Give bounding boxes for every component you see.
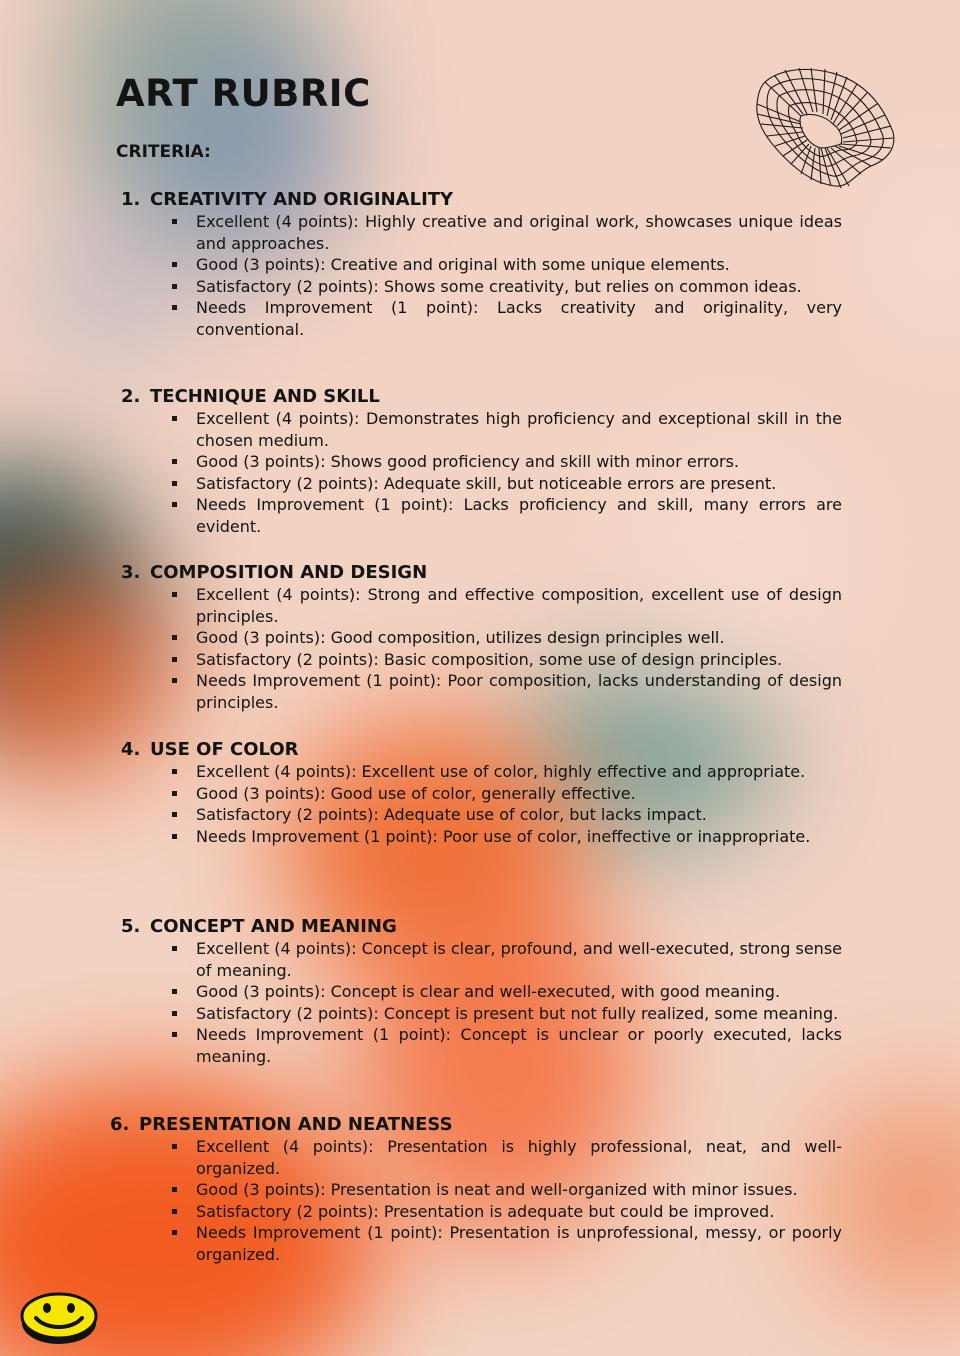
list-item: Good (3 points): Good composition, utilizes design principles well. bbox=[196, 627, 842, 649]
section-title: COMPOSITION AND DESIGN bbox=[150, 562, 428, 583]
criteria-list bbox=[196, 938, 842, 1068]
list-item: Good (3 points): Presentation is neat and well-organized with minor issues. bbox=[196, 1179, 842, 1201]
section-title: USE OF COLOR bbox=[150, 739, 299, 760]
criteria-label: CRITERIA: bbox=[116, 142, 211, 162]
criteria-list bbox=[196, 584, 842, 714]
list-item: Excellent (4 points): Presentation is highly professional, neat, and well-organized. bbox=[196, 1137, 842, 1178]
section-heading bbox=[121, 189, 453, 210]
section-number: 1. bbox=[121, 189, 141, 210]
list-item: Needs Improvement (1 point): Poor use of color, ineffective or inappropriate. bbox=[196, 826, 842, 848]
list-item: Good (3 points): Concept is clear and well-executed, with good meaning. bbox=[196, 981, 842, 1003]
smiley-icon bbox=[20, 1290, 98, 1346]
list-item: Satisfactory (2 points): Basic composition, some use of design principles. bbox=[196, 649, 842, 671]
section-number: 2. bbox=[121, 386, 141, 407]
section-number: 6. bbox=[110, 1114, 130, 1135]
section-heading bbox=[121, 916, 397, 937]
list-item: Satisfactory (2 points): Adequate use of color, but lacks impact. bbox=[196, 804, 842, 826]
list-item: Satisfactory (2 points): Concept is present but not fully realized, some meaning. bbox=[196, 1003, 842, 1025]
wireframe-bowl-icon bbox=[745, 62, 897, 192]
section-number: 3. bbox=[121, 562, 141, 583]
list-item: Excellent (4 points): Excellent use of color, highly effective and appropriate. bbox=[196, 761, 842, 783]
list-item: Needs Improvement (1 point): Concept is unclear or poorly executed, lacks meaning. bbox=[196, 1025, 842, 1066]
criteria-list bbox=[196, 761, 842, 847]
list-item: Satisfactory (2 points): Presentation is adequate but could be improved. bbox=[196, 1201, 842, 1223]
section-heading bbox=[110, 1114, 453, 1135]
section-number: 4. bbox=[121, 739, 141, 760]
list-item: Excellent (4 points): Strong and effective composition, excellent use of design principles. bbox=[196, 585, 842, 626]
criteria-list bbox=[196, 211, 842, 341]
list-item: Excellent (4 points): Concept is clear, profound, and well-executed, strong sense of meaning. bbox=[196, 939, 842, 980]
list-item: Needs Improvement (1 point): Poor composition, lacks understanding of design principles. bbox=[196, 671, 842, 712]
list-item: Needs Improvement (1 point): Lacks proficiency and skill, many errors are evident. bbox=[196, 495, 842, 536]
list-item: Good (3 points): Creative and original with some unique elements. bbox=[196, 254, 842, 276]
list-item: Good (3 points): Shows good proficiency and skill with minor errors. bbox=[196, 451, 842, 473]
section-heading bbox=[121, 386, 380, 407]
section-title: PRESENTATION AND NEATNESS bbox=[139, 1114, 453, 1135]
criteria-list bbox=[196, 1136, 842, 1266]
list-item: Excellent (4 points): Highly creative and original work, showcases unique ideas and approaches. bbox=[196, 212, 842, 253]
list-item: Satisfactory (2 points): Shows some creativity, but relies on common ideas. bbox=[196, 276, 842, 298]
page-title: ART RUBRIC bbox=[116, 72, 371, 115]
section-heading bbox=[121, 739, 299, 760]
section-heading bbox=[121, 562, 427, 583]
list-item: Needs Improvement (1 point): Presentation is unprofessional, messy, or poorly organized. bbox=[196, 1223, 842, 1264]
section-number: 5. bbox=[121, 916, 141, 937]
section-title: TECHNIQUE AND SKILL bbox=[150, 386, 380, 407]
list-item: Satisfactory (2 points): Adequate skill, but noticeable errors are present. bbox=[196, 473, 842, 495]
list-item: Needs Improvement (1 point): Lacks creativity and originality, very conventional. bbox=[196, 298, 842, 339]
criteria-list bbox=[196, 408, 842, 538]
section-title: CREATIVITY AND ORIGINALITY bbox=[150, 189, 454, 210]
list-item: Good (3 points): Good use of color, generally effective. bbox=[196, 783, 842, 805]
section-title: CONCEPT AND MEANING bbox=[150, 916, 397, 937]
list-item: Excellent (4 points): Demonstrates high proficiency and exceptional skill in the chosen medium. bbox=[196, 409, 842, 450]
